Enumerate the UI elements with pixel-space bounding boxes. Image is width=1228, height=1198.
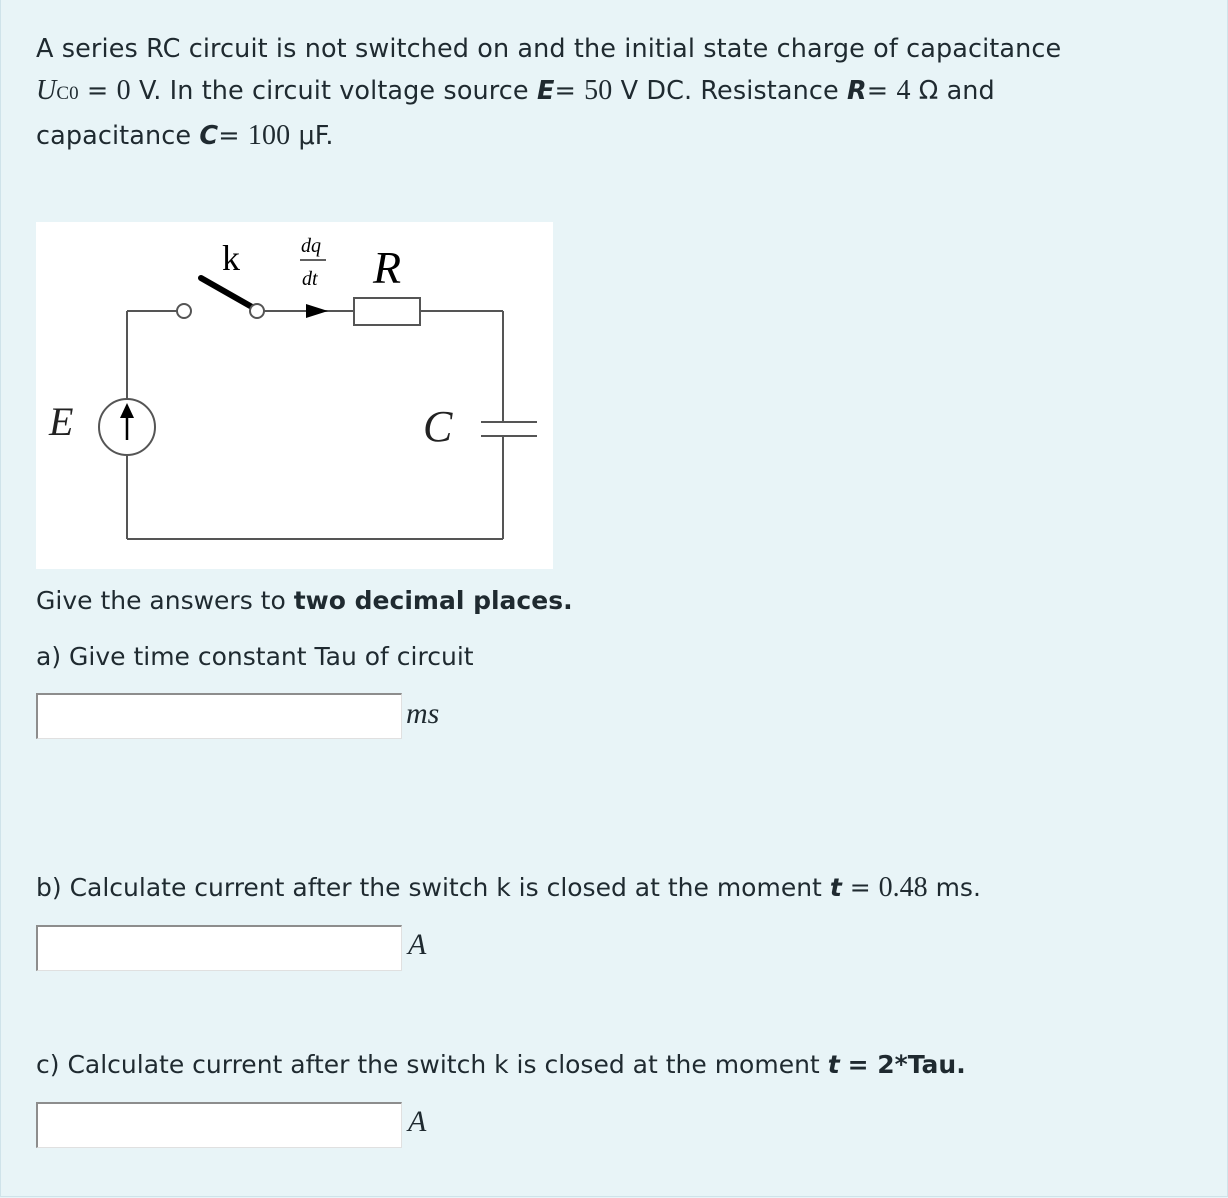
uc0-symbol: UC0 (36, 75, 79, 106)
c-symbol: C (199, 121, 219, 151)
answer-a-unit: ms (406, 697, 440, 730)
svg-text:dt: dt (302, 268, 318, 290)
problem-statement: A series RC circuit is not switched on and the initial state charge of capacitance UC0 = 0 V. In the circuit voltage source E= 50 V DC. Resistance R= 4 Ω and capacitance C= 100 μF. (36, 34, 1062, 151)
svg-text:C: C (423, 402, 453, 451)
answer-b-input[interactable] (36, 925, 402, 971)
answer-c-unit: A (408, 1105, 427, 1138)
voltage-source (48, 399, 155, 455)
switch-label: k (222, 238, 240, 278)
resistor (354, 242, 420, 325)
r-value: 4 (896, 75, 911, 106)
instructions: Give the answers to two decimal places. (36, 586, 573, 615)
svg-text:dq: dq (301, 235, 321, 257)
current-arrow (300, 235, 328, 318)
c-value: 100 (247, 120, 291, 151)
answer-c-input[interactable] (36, 1102, 402, 1148)
e-symbol: E (536, 76, 555, 106)
question-a-text: a) Give time constant Tau of circuit (36, 642, 474, 671)
uc0-value: 0 (116, 75, 131, 106)
switch-k (177, 238, 264, 318)
e-value: 50 (584, 75, 613, 106)
svg-text:R: R (373, 242, 402, 293)
circuit-diagram (36, 222, 553, 569)
question-b-text: b) Calculate current after the switch k is closed at the moment t = 0.48 ms. (36, 872, 981, 903)
svg-text:E: E (49, 399, 74, 444)
answer-b-unit: A (408, 928, 427, 961)
answer-a-input[interactable] (36, 693, 402, 739)
capacitor (423, 402, 537, 451)
r-symbol: R (847, 76, 867, 106)
question-c-text: c) Calculate current after the switch k is closed at the moment t = 2*Tau. (36, 1050, 966, 1079)
